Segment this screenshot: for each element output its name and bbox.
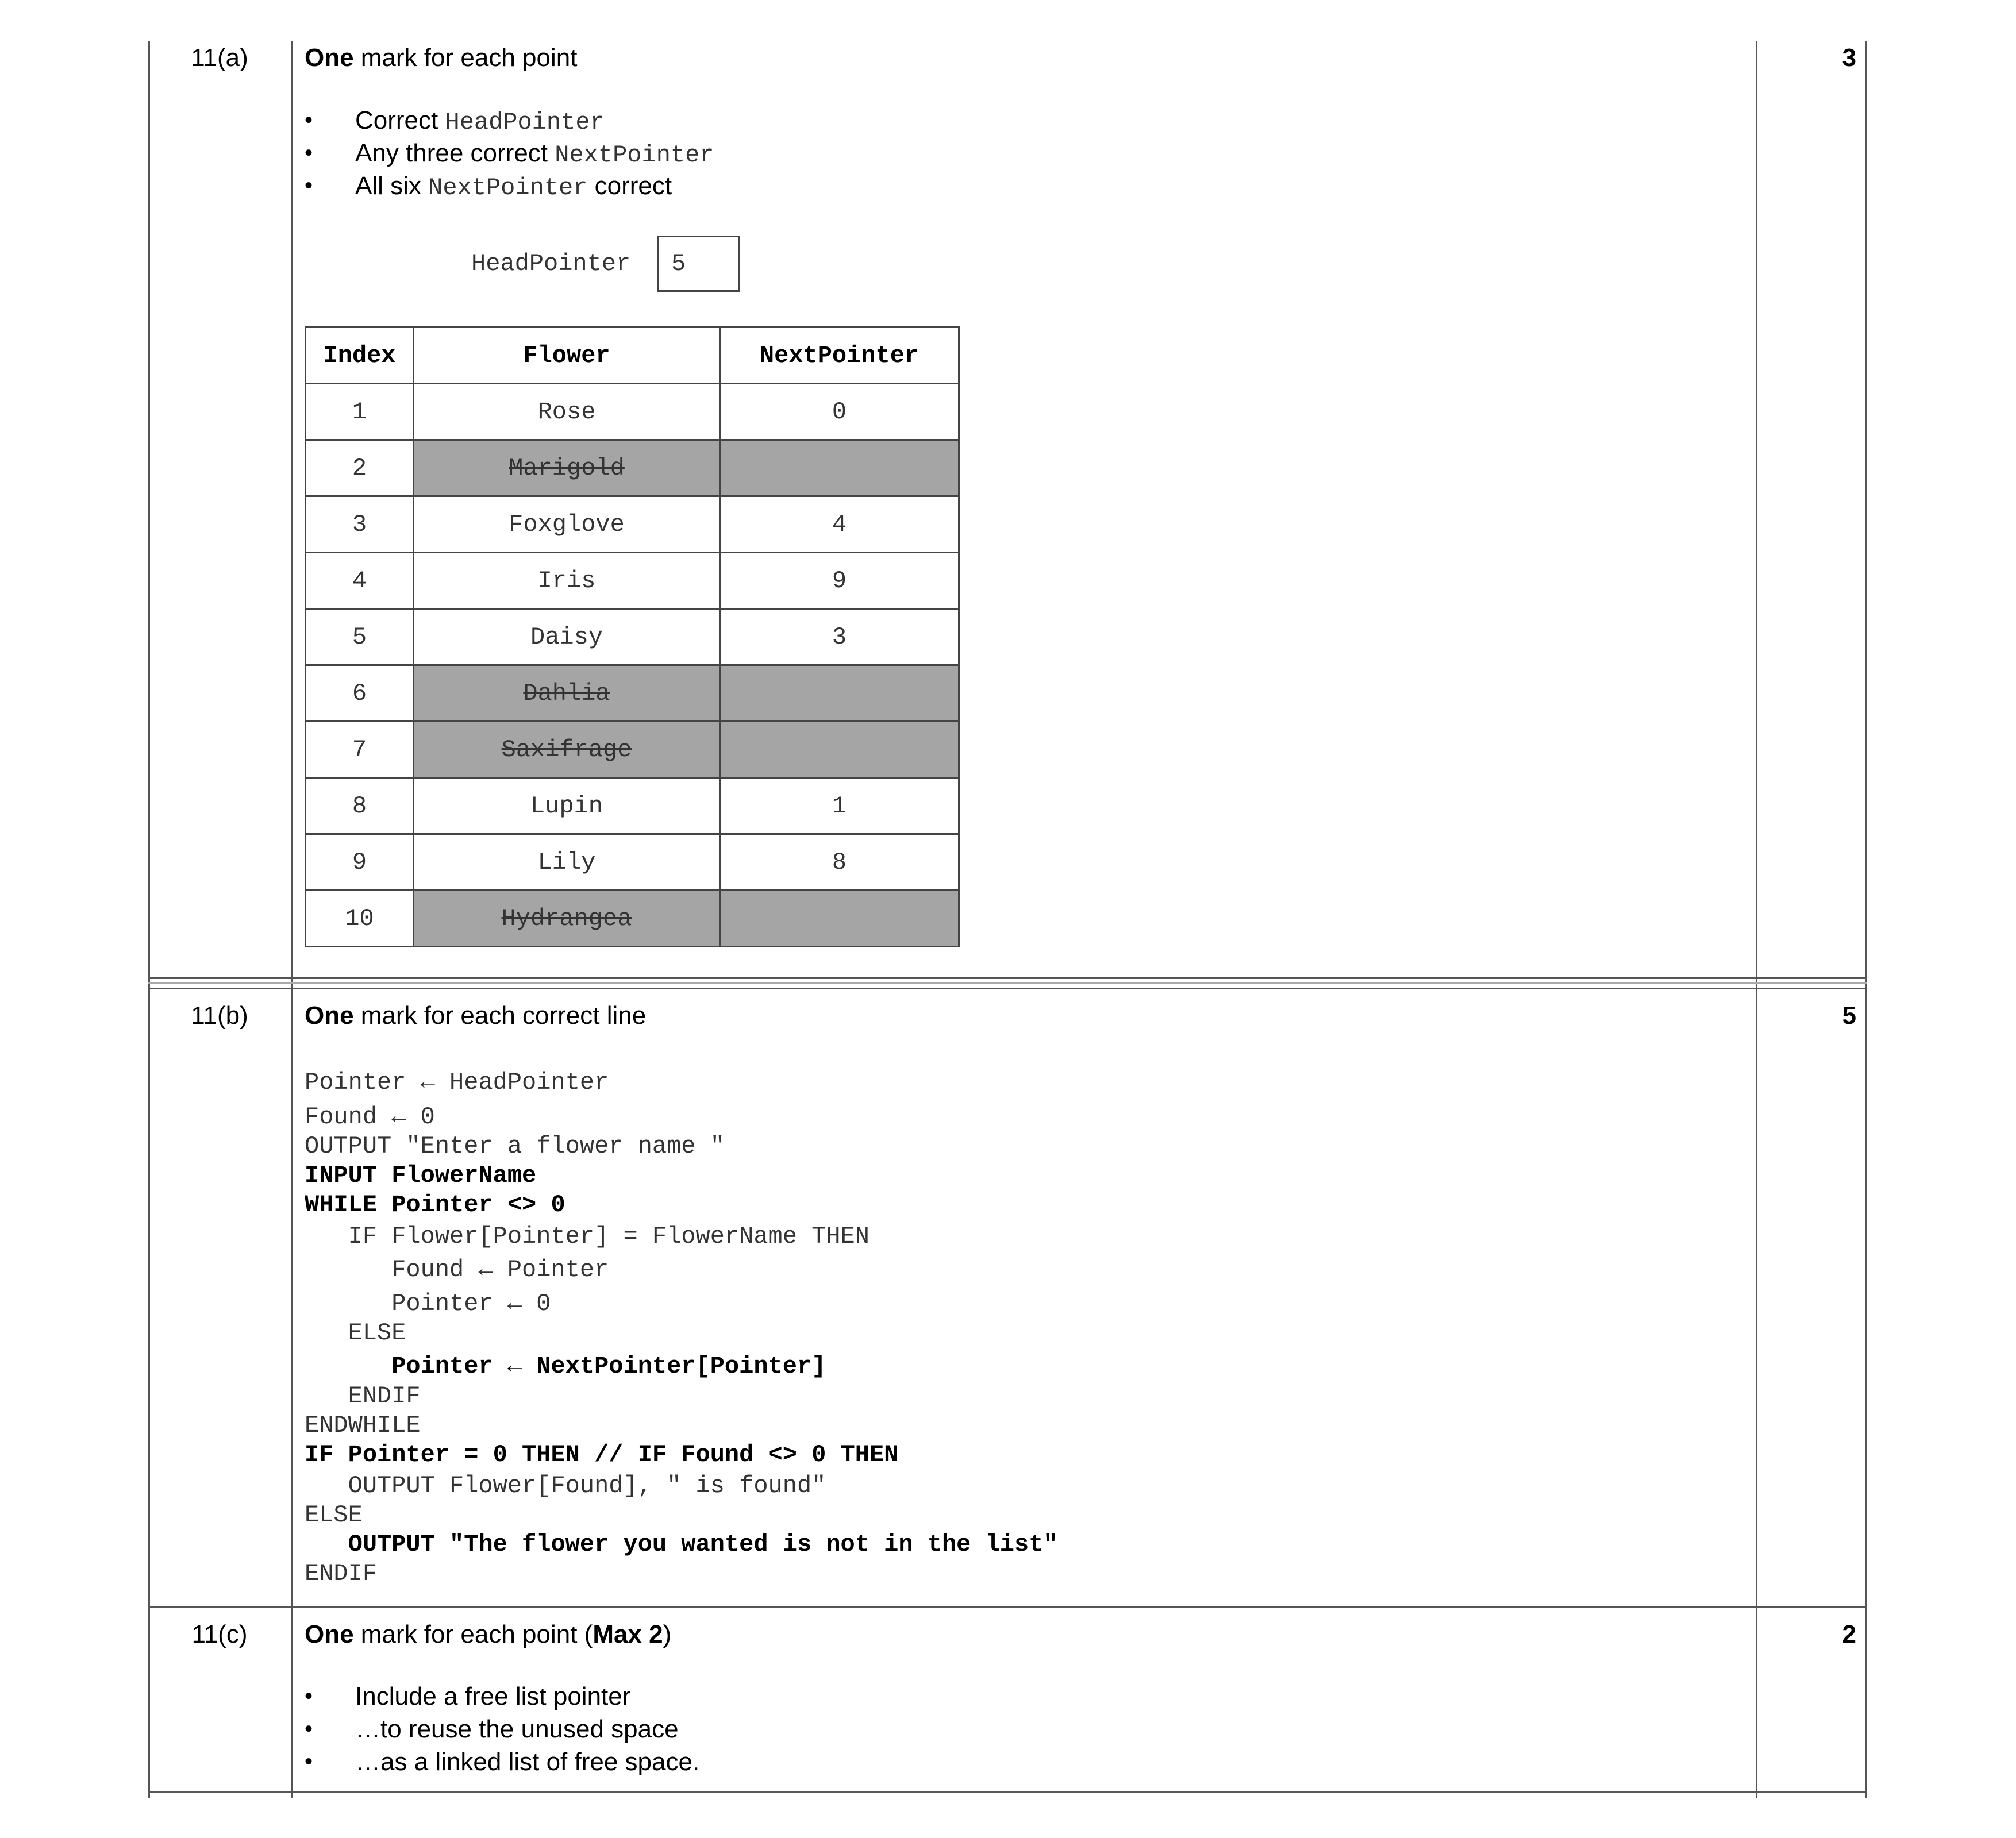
question-number: 11(b) [191,1001,248,1030]
cell-nextpointer: 0 [720,384,959,440]
cell-index: 10 [306,891,414,947]
instruction-text: mark for each point ( [353,1620,593,1648]
table-body [306,384,959,947]
head-pointer-label: HeadPointer [471,250,631,278]
marking-point: • Correct HeadPointer [305,104,714,137]
right-border [1865,41,1867,1798]
table-row [306,778,959,834]
cell-nextpointer [720,440,959,496]
code-line: Found ← Pointer [305,1256,609,1284]
marking-point: • …to reuse the unused space [305,1713,699,1745]
row-divider-a-b-bottom [148,988,1867,989]
marking-point: • All six NextPointer correct [305,169,714,202]
marking-instruction [305,1001,646,1030]
marks-available: 2 [1842,1620,1856,1648]
code-line: OUTPUT "Enter a flower name " [305,1132,725,1160]
code-line: ELSE [305,1319,406,1347]
instruction-text: ) [663,1620,672,1648]
question-number: 11(a) [191,44,248,72]
question-number: 11(c) [191,1620,248,1648]
cell-nextpointer: 9 [720,553,959,609]
cell-index: 7 [306,722,414,778]
table-row [306,891,959,947]
cell-index: 8 [306,778,414,834]
table-row [306,384,959,440]
row-divider-a-b-middle [148,982,1867,984]
cell-nextpointer: 3 [720,609,959,665]
code-line: ELSE [305,1501,363,1529]
cell-flower: Rose [414,384,720,440]
emphasis: One [305,1620,354,1648]
marks-available: 5 [1842,1001,1856,1030]
cell-index: 3 [306,496,414,553]
linked-list-table [305,326,960,947]
code-line: IF Flower[Pointer] = FlowerName THEN [305,1223,870,1250]
cell-index: 9 [306,834,414,891]
code-line: ENDWHILE [305,1412,421,1439]
marking-point: • …as a linked list of free space. [305,1745,699,1778]
table-row [306,553,959,609]
cell-nextpointer [720,722,959,778]
code-line: OUTPUT Flower[Found], " is found" [305,1472,826,1500]
marking-point: • Include a free list pointer [305,1680,699,1713]
code-line: OUTPUT "The flower you wanted is not in the list" [305,1531,1058,1558]
marking-instruction [305,1620,671,1649]
cell-flower: Foxglove [414,496,720,553]
code-line: Pointer ← NextPointer[Pointer] [305,1353,826,1380]
marks-available: 3 [1842,44,1856,72]
column-header-index: Index [306,327,414,384]
row-divider-a-b-top [148,977,1867,979]
table-row [306,665,959,722]
emphasis: One [305,44,354,72]
table-row [306,609,959,665]
marks-column-divider [1756,41,1757,1798]
head-pointer-value: 5 [657,236,740,292]
cell-flower: Hydrangea [414,891,720,947]
table-row [306,440,959,496]
code-line: Pointer ← 0 [305,1290,551,1317]
column-header-flower: Flower [414,327,720,384]
table-header-row [306,327,959,384]
cell-flower: Dahlia [414,665,720,722]
code-line: Found ← 0 [305,1103,435,1131]
code-line: INPUT FlowerName [305,1162,537,1189]
table-row [306,722,959,778]
cell-nextpointer: 8 [720,834,959,891]
column-header-nextpointer: NextPointer [720,327,959,384]
emphasis: Max 2 [593,1620,663,1648]
bottom-border [148,1791,1867,1793]
cell-nextpointer: 4 [720,496,959,553]
cell-index: 2 [306,440,414,496]
emphasis: One [305,1001,354,1030]
instruction-text: mark for each correct line [353,1001,647,1030]
marking-instruction [305,44,577,72]
cell-nextpointer: 1 [720,778,959,834]
cell-index: 5 [306,609,414,665]
row-divider-b-c [148,1606,1867,1608]
table-row [306,834,959,891]
code-line: ENDIF [305,1382,421,1410]
cell-flower: Daisy [414,609,720,665]
code-line: WHILE Pointer <> 0 [305,1191,565,1219]
cell-nextpointer [720,891,959,947]
code-line: ENDIF [305,1560,378,1587]
instruction-text: mark for each point [353,44,578,72]
marking-points [305,1680,699,1778]
table-row [306,496,959,553]
cell-index: 6 [306,665,414,722]
cell-index: 4 [306,553,414,609]
cell-nextpointer [720,665,959,722]
cell-flower: Iris [414,553,720,609]
marking-points [305,104,714,202]
left-border [148,41,150,1798]
cell-flower: Saxifrage [414,722,720,778]
code-line: Pointer ← HeadPointer [305,1069,609,1096]
marking-point: • Any three correct NextPointer [305,137,714,169]
cell-flower: Lupin [414,778,720,834]
code-line: IF Pointer = 0 THEN // IF Found <> 0 THEN [305,1441,899,1469]
question-column-divider [291,41,293,1798]
cell-index: 1 [306,384,414,440]
cell-flower: Lily [414,834,720,891]
cell-flower: Marigold [414,440,720,496]
